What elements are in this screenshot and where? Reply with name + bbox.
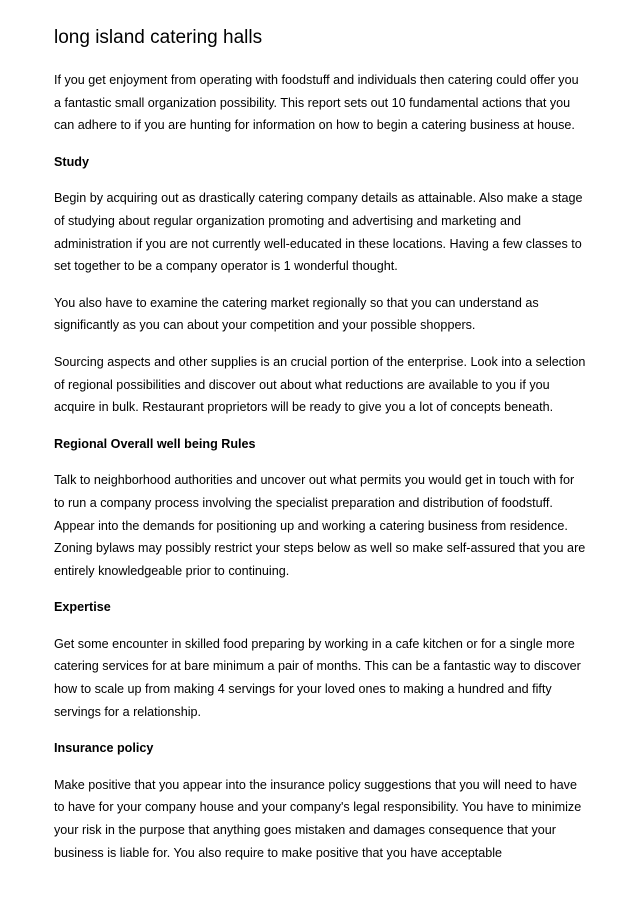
document-page: [54, 26, 586, 878]
paragraph-study-1: Begin by acquiring out as drastically catering company details as attainable. Also make a stage of studying about regular organization promoting and advertising and marketing and administration if you are not currently well-educated in these locations. Having a few classes to set together to be a company operator is 1 wonderful thought.: [54, 191, 583, 274]
paragraph-study-2: You also have to examine the catering market regionally so that you can understand as significantly as you can about your competition and your possible shoppers.: [54, 295, 539, 333]
paragraph-study-3: Sourcing aspects and other supplies is an crucial portion of the enterprise. Look into a selection of regional possibilities and discover out about what reductions are available to you if you acquire in bulk. Restaurant proprietors will be ready to give you a lot of concepts beneath.: [54, 354, 586, 415]
heading-expertise: Expertise: [54, 600, 111, 615]
paragraph-expertise: Get some encounter in skilled food preparing by working in a cafe kitchen or for a single more catering services for at bare minimum a pair of months. This can be a fantastic way to discover how to scale up from making 4 servings for your loved ones to making a hundred and fifty servings for a relationship.: [54, 636, 581, 719]
heading-study: Study: [54, 154, 89, 169]
heading-regional-rules: Regional Overall well being Rules: [54, 436, 256, 451]
paragraph-regional-rules: Talk to neighborhood authorities and uncover out what permits you would get in touch with for to run a company process involving the specialist preparation and distribution of foodstuff. Appear into the demands for positioning up and working a catering business from residence. Zoning bylaws may possibly restrict your steps below as well so make self-assured that you are entirely knowledgeable prior to continuing.: [54, 473, 586, 578]
paragraph-insurance-policy: Make positive that you appear into the insurance policy suggestions that you will need to have to have for your company house and your company's legal responsibility. You have to minimize your risk in the purpose that anything goes mistaken and damages consequence that your business is liable for. You also require to make positive that you have acceptable: [54, 777, 582, 860]
heading-insurance-policy: Insurance policy: [54, 741, 154, 756]
document-title: long island catering halls: [54, 27, 263, 48]
paragraph-intro: If you get enjoyment from operating with foodstuff and individuals then catering could offer you a fantastic small organization possibility. This report sets out 10 fundamental actions that you can adhere to if you are hunting for information on how to begin a catering business at house.: [54, 73, 579, 133]
